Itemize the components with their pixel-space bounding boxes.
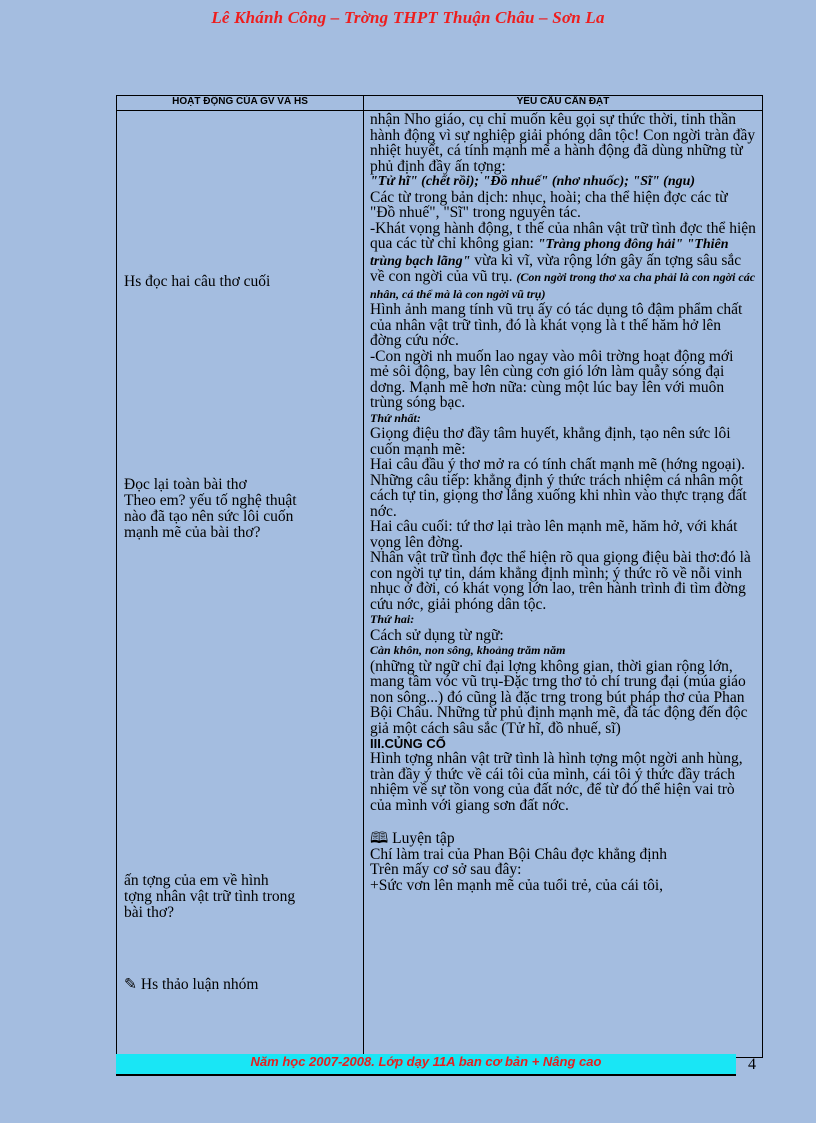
- activity-impression-line: bài thơ?: [124, 904, 174, 921]
- paragraph: (những từ ngữ chỉ đại lợng không gian, thời gian rộng lớn, mang tầm vóc vũ trụ-Đặc trng thơ tỏ chí trung đại (múa giáo non sông...) đó cũng là đặc trng trong bút pháp thơ của Phan Bội Châu. Những từ phủ định mạnh mẽ, đã tác động đến độc giả một cách sâu sắc (Tử hĩ, đồ nhuế, sĩ): [370, 657, 748, 737]
- book-icon: 🕮: [370, 830, 389, 847]
- table-row: [117, 111, 763, 1058]
- requirements-content: [364, 111, 762, 893]
- col-header-activities: HOẠT ĐỘNG CỦA GV VÀ HS: [117, 96, 364, 111]
- page-header: Lê Khánh Công – Trờng THPT Thuận Châu – Sơn La: [211, 8, 605, 27]
- activity-question-art-line: Theo em? yếu tố nghệ thuật: [124, 492, 297, 509]
- label-first: Thứ nhất:: [370, 410, 421, 425]
- paragraph: Chí làm trai của Phan Bội Châu đợc khẳng định: [370, 845, 668, 863]
- paragraph: Giọng điệu thơ đầy tâm huyết, khẳng định, tạo nên sức lôi cuốn mạnh mẽ:: [370, 425, 731, 458]
- paragraph: Hai câu cuối: tứ thơ lại trào lên mạnh mẽ, hăm hở, với khát vọng lên đờng.: [370, 518, 738, 551]
- activity-impression-line: tợng nhân vật trữ tình trong: [124, 888, 296, 905]
- paragraph: Hình tợng nhân vật trữ tình là hình tợng một ngời anh hùng, tràn đầy ý thức về cái tôi của mình, cái tôi ý thức đầy trách nhiệm về sự tồn vong của đất nớc, để từ đó thể hiện vai trò của mình với giang sơn đất nớc.: [370, 750, 743, 814]
- paragraph: +Sức vơn lên mạnh mẽ của tuổi trẻ, của cái tôi,: [370, 876, 664, 894]
- activity-reread-poem: Đọc lại toàn bài thơ: [124, 476, 247, 493]
- activity-impression-line: ấn tợng của em về hình: [124, 872, 269, 889]
- activity-group-discussion: [124, 977, 258, 993]
- practice-label: Luyện tập: [392, 830, 455, 847]
- pencil-icon: ✎: [124, 976, 137, 993]
- practice-heading: [370, 831, 756, 847]
- text-span: -Khát vọng hành động, t thế của nhân vật trữ tình đợc thể hiện qua các từ chỉ không gian:: [370, 219, 756, 252]
- page-number: 4: [748, 1056, 756, 1073]
- quoted-words: "Tử hĩ" (chết rồi); "Đồ nhuế" (nhơ nhuốc); "Sĩ" (ngu): [370, 174, 696, 189]
- activity-read-last-lines: Hs đọc hai câu thơ cuối: [124, 273, 271, 290]
- paragraph: Hai câu đầu ý thơ mở ra có tính chất mạnh mẽ (hớng ngoại). Những câu tiếp: khẳng định ý thức trách nhiệm cá nhân một cách tự tin, giọng thơ lắng xuống khi nhìn vào thực trạng đất nớc.: [370, 456, 747, 520]
- paragraph: Nhân vật trữ tình đợc thể hiện rõ qua giọng điệu bài thơ:đó là con ngời tự tin, dám khẳng định mình; ý thức rõ về nỗi vinh nhục ở đời, có khát vọng lớn lao, trên hành trình đi tìm đờng cứu nớc, giải phóng dân tộc.: [370, 549, 751, 613]
- paragraph: Các từ trong bản dịch: nhục, hoài; cha thể hiện đợc các từ "Đồ nhuế", "Sĩ" trong nguyên tác.: [370, 188, 728, 221]
- paragraph: nhận Nho giáo, cụ chỉ muốn kêu gọi sự thức thời, tinh thần hành động vì sự nghiệp giải phóng dân tộc! Con ngời tràn đầy nhiệt huyết, cá tính mạnh mẽ a hành động đã dùng những từ phủ định đầy ấn tợng:: [370, 111, 756, 175]
- text-span: vừa kì vĩ, vừa rộng lớn gây ấn tợng sâu sắc về con ngời của vũ trụ.: [370, 251, 742, 285]
- table-header-row: [117, 96, 763, 111]
- activities-cell: [117, 111, 364, 1058]
- lesson-table: [116, 95, 763, 1058]
- activity-group-discussion-label: Hs thảo luận nhóm: [140, 976, 259, 993]
- paragraph: Trên mấy cơ sở sau đây:: [370, 861, 522, 878]
- paragraph: Hình ảnh mang tính vũ trụ ấy có tác dụng tô đậm phẩm chất của nhân vật trữ tình, đó là khát vọng là t thế hăm hở lên đờng cứu nớc.: [370, 301, 743, 349]
- col-header-requirements: YÊU CẦU CẦN ĐẠT: [364, 96, 763, 111]
- key-words: Càn khôn, non sông, khoảng trăm năm: [370, 643, 566, 657]
- activity-question-art-line: nào đã tạo nên sức lôi cuốn: [124, 508, 294, 525]
- section-heading: III.CỦNG CỐ: [370, 736, 446, 751]
- label-second: Thứ hai:: [370, 612, 415, 626]
- paragraph: -Con ngời nh muốn lao ngay vào môi trờng hoạt động mới mẻ sôi động, bay lên cùng cơn gió lớn làm quẫy sóng đại dơng. Mạnh mẽ hơn nữa: cùng một lúc bay lên với muôn trùng sóng bạc.: [370, 347, 734, 411]
- requirements-cell: [364, 111, 763, 1058]
- italic-note: (Con ngời trong thơ xa cha phải là con ngời các nhân, cá thể mà là con ngời vũ trụ): [370, 270, 756, 301]
- quoted-phrases: "Tràng phong đông hải" "Thiên trùng bạch lãng": [370, 237, 729, 269]
- footer-bar: Năm học 2007-2008. Lớp dạy 11A ban cơ bản + Nâng cao: [116, 1054, 736, 1076]
- paragraph: [370, 221, 756, 303]
- activity-question-art-line: mạnh mẽ của bài thơ?: [124, 524, 261, 541]
- paragraph: Cách sử dụng từ ngữ:: [370, 626, 504, 644]
